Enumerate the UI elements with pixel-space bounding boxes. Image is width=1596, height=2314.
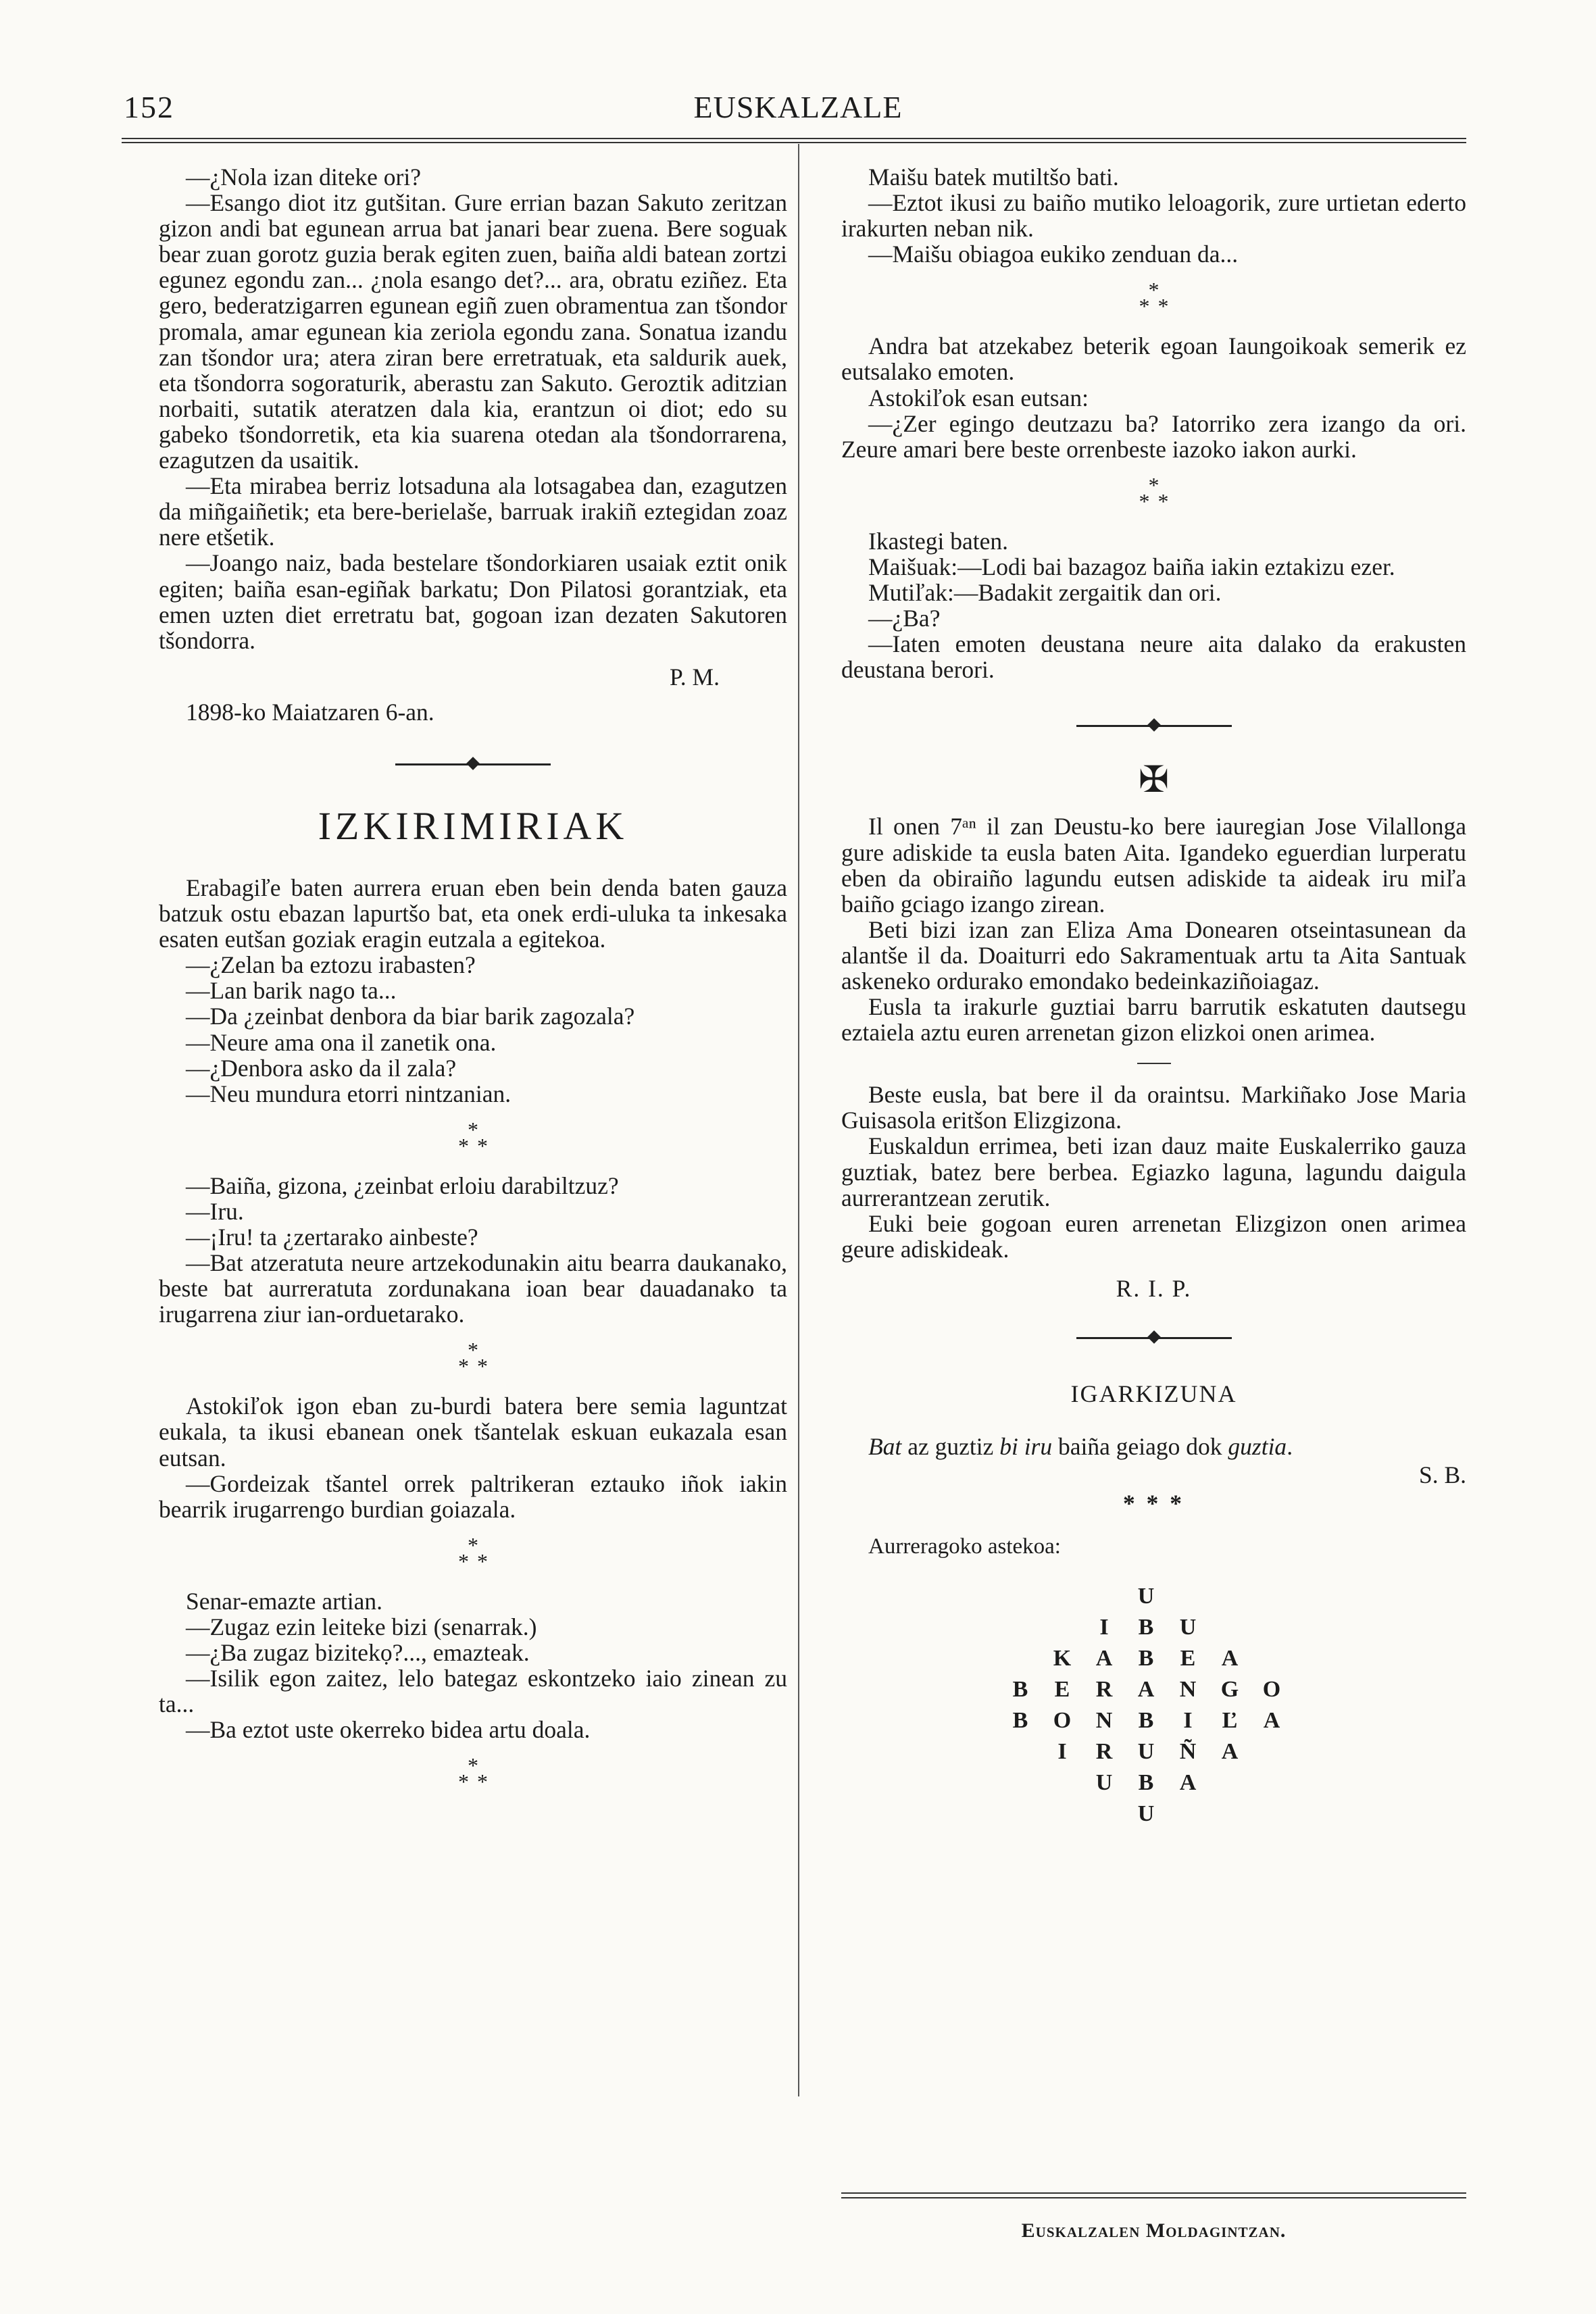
grid-letter: A (1179, 1770, 1197, 1796)
paragraph: Beste eusla, bat bere il da oraintsu. Markiñako Jose Maria Guisasola eritšon Elizgizona. (841, 1081, 1466, 1134)
riddle-word: guztia (1228, 1433, 1287, 1461)
riddle-title: IGARKIZUNA (1070, 1380, 1237, 1407)
paragraph: Maišu batek mutiltšo bati. (868, 164, 1119, 191)
dialogue-line: —¡Iru! ta ¿zertarako ainbeste? (186, 1224, 478, 1251)
page-number: 152 (124, 90, 174, 124)
paragraph: —Joango naiz, bada bestelare tšondorkiaren usaiak eztit onik egiten; baiña esan-egiñak barkatu; Don Pilatosi gorantziak, eta emen uzten diet erretratu bat, gogoan izan dezaten Sakutoren tšondorra. (159, 549, 787, 654)
grid-letter: A (1221, 1646, 1239, 1671)
dialogue-line: —Isilik egon zaitez, lelo bategaz eskontzeko iaio zinean zu ta... (159, 1665, 787, 1718)
short-rule (1137, 1063, 1171, 1064)
dialogue-line: —Da ¿zeinbat denbora da biar barik zagozala? (186, 1003, 635, 1030)
asterism: * * * (458, 1532, 488, 1574)
asterism: * * * (458, 1117, 488, 1158)
grid-letter: R (1095, 1739, 1113, 1765)
paragraph: Euskaldun errimea, beti izan dauz maite Euskalerriko gauza guztiak, batez bere berbea. Egiazko laguna, lagundu daigula aurrerantzean zerutik. (841, 1132, 1466, 1211)
asterism: * * * (1139, 278, 1169, 319)
riddle-word: bi iru (999, 1433, 1053, 1461)
paragraph: Beti bizi izan zan Eliza Ama Donearen otseintasunean da alantše il da. Doaiturri edo Sakramentuak artu ta Aita Santuak askeneko ordurako emondako bedeinkaziñoiagaz. (841, 915, 1466, 995)
cross-icon: ✠ (1138, 759, 1170, 801)
dialogue-line: —Neure ama ona il zanetik ona. (186, 1028, 497, 1056)
previous-answer-label: Aurreragoko astekoa: (868, 1534, 1061, 1559)
asterism-row: * * * (1123, 1490, 1184, 1517)
dialogue-line: —¿Zer egingo deutzazu ba? Iatorriko zera izango da ori. Zeure amari bere beste orrenbeste iazoko iakon aurki. (841, 409, 1466, 463)
grid-letter: A (1221, 1739, 1239, 1765)
grid-letter: A (1095, 1646, 1113, 1671)
ornament-divider (841, 1317, 1466, 1358)
grid-letter: U (1137, 1584, 1155, 1609)
grid-letter: B (1012, 1708, 1028, 1734)
grid-letter: B (1138, 1708, 1154, 1734)
grid-letter: G (1220, 1677, 1239, 1703)
paragraph: —Esango diot itz gutšitan. Gure errian bazan Sakuto zeritzan gizon andi bat egunean arrua bat janari bear zuena. Bere soguak bear zuan gorotz guzia berak egiten zuen, baiña aldi batean zortzi egunez egondu zan... ¿nola esango det?... ara, obratu eziñez. Eta gero, bederatzigarren egunean egiñ zuen obramentua zan tšondor promala, amar egunean kia zeriola egondu zana. Sonatua izandu zan tšondor ura; atera ziran bere erretratuak, eta saldurik auek, eta tšondorra sogoraturik, aberastu zan Sakuto. Geroztik aditzian norbaiti, sutatik ateratzen dala kia, erantzun oi diot; edo su gabeko tšondorretik, eta kia suarena otedan ala tšondorrarena, ezagutzen da usaitik. (159, 189, 787, 474)
left-column (159, 164, 787, 1809)
dialogue-line: —Neu mundura etorri nintzanian. (186, 1080, 512, 1107)
rip: R. I. P. (1116, 1274, 1192, 1302)
grid-letter: I (1183, 1708, 1193, 1734)
dialogue-line: Maišuak:—Lodi bai bazagoz baiña iakin eztakizu ezer. (868, 553, 1395, 580)
riddle-word: Bat (868, 1433, 902, 1461)
paragraph: Il onen 7ᵃⁿ il zan Deustu-ko bere iauregian Jose Vilallonga gure adiskide ta eusla baten Aita. Igandeko eguerdian lurperatu eben da obiraiño lagundu eutsen adiskide ta aideak iru miľa baiño gciago izango zirean. (841, 813, 1466, 917)
dialogue-line: —Iru. (186, 1197, 244, 1225)
grid-letter: A (1263, 1708, 1280, 1734)
dialogue-line: —Gordeizak tšantel orrek paltrikeran eztauko iñok iakin bearrik irugarrengo burdian goiazala. (159, 1469, 787, 1523)
dialogue-line: —¿Denbora asko da il zala? (186, 1054, 457, 1082)
grid-letter: N (1179, 1677, 1197, 1703)
grid-letter: R (1095, 1677, 1113, 1703)
grid-letter: U (1179, 1615, 1197, 1640)
grid-letter: B (1138, 1770, 1154, 1796)
grid-letter: K (1053, 1646, 1072, 1671)
grid-letter: B (1138, 1615, 1154, 1640)
paragraph: Andra bat atzekabez beterik egoan Iaungoikoak semerik ez eutsalako emoten. (841, 332, 1466, 386)
header-rule (122, 138, 1466, 139)
grid-letter: E (1054, 1677, 1070, 1703)
ornament-divider (159, 744, 787, 784)
grid-letter: I (1057, 1739, 1067, 1765)
grid-letter: N (1095, 1708, 1113, 1734)
right-column (841, 164, 1466, 1840)
paragraph: Ikastegi baten. (868, 527, 1009, 555)
asterism: * * * (458, 1338, 488, 1379)
grid-letter: U (1095, 1770, 1113, 1796)
grid-letter: O (1053, 1708, 1072, 1734)
grid-letter: Ľ (1222, 1708, 1238, 1734)
paragraph: Eusla ta irakurle guztiai barru barrutik eskatuten dautsegu eztaiela aztu euren arrenetan gizon elizkoi onen arimea. (841, 993, 1466, 1047)
dialogue-line: —Ba eztot uste okerreko bidea artu doala. (186, 1716, 591, 1744)
footer-rule (841, 2192, 1466, 2194)
grid-letter: U (1137, 1801, 1155, 1827)
dialogue-line: —Eztot ikusi zu baiño mutiko leloagorik, zure urtietan ederto irakurten neban nik. (841, 189, 1466, 243)
dialogue-line: Mutiľak:—Badakit zergaitik dan ori. (868, 579, 1222, 607)
dialogue-line: —Zugaz ezin leiteke bizi (senarrak.) (186, 1613, 537, 1640)
column-rule (798, 144, 799, 2096)
paragraph: Euki beie gogoan euren arrenetan Elizgizon onen arimea geure adiskideak. (841, 1209, 1466, 1263)
asterism: * * * (1139, 472, 1169, 513)
paragraph: —Eta mirabea berriz lotsaduna ala lotsagabea dan, ezagutzen da miñgaiñetik; eta bere-berielaše, barruak irakiñ eztegidan zoaz nere etšetik. (159, 472, 787, 551)
dialogue-line: —Maišu obiagoa eukiko zenduan da... (868, 241, 1239, 268)
header-rule-2 (122, 142, 1466, 143)
asterism: * * * (458, 1753, 488, 1794)
dialogue-line: —Iaten emoten deustana neure aita dalako da erakusten deustana berori. (841, 630, 1466, 684)
dateline: 1898-ko Maiatzaren 6-an. (186, 698, 434, 726)
paragraph: Erabagiľe baten aurrera eruan eben bein denda baten gauza batzuk ostu ebazan lapurtšo bat, eta onek erdi-uluka ta inkesaka esaten eutšan goziak eragin eutzala a egitekoa. (159, 874, 787, 953)
paragraph: Senar-emazte artian. (186, 1587, 383, 1615)
signature: P. M. (670, 663, 720, 690)
grid-letter: I (1099, 1615, 1109, 1640)
puzzle-answer-grid (841, 1584, 1466, 1840)
grid-letter: O (1262, 1677, 1281, 1703)
grid-letter: B (1012, 1677, 1028, 1703)
running-title: EUSKALZALE (693, 90, 903, 124)
riddle-signature: S. B. (1418, 1461, 1466, 1489)
dialogue-line: —¿Ba zugaz bizitekọ?..., emazteak. (186, 1639, 530, 1667)
grid-letter: E (1180, 1646, 1196, 1671)
dialogue-line: —¿Zelan ba eztozu irabasten? (186, 951, 476, 979)
paragraph: —¿Nola izan diteke ori? (186, 164, 421, 191)
dialogue-line: —¿Ba? (868, 605, 941, 632)
grid-letter: Ñ (1179, 1739, 1197, 1765)
grid-letter: U (1137, 1739, 1155, 1765)
paragraph: Astokiľok igon eban zu-burdi batera bere semia laguntzat eukala, ta ikusi ebanean onek tšantelak eskuan eukazala esan eutsan. (159, 1392, 787, 1472)
footer-rule-2 (841, 2197, 1466, 2198)
dialogue-line: —Baiña, gizona, ¿zeinbat erloiu darabiltzuz? (186, 1172, 619, 1199)
dialogue-line: —Bat atzeratuta neure artzekodunakin aitu bearra daukanako, beste bat aurreratuta zordunakana ioan bear dauadanako ta irugarrena ziur ian-orduetarako. (159, 1249, 787, 1328)
printer-imprint: Euskalzalen Moldagintzan. (1021, 2219, 1287, 2242)
grid-letter: B (1138, 1646, 1154, 1671)
riddle-text: Bat az guztiz bi iru baiña geiago dok guztia. (868, 1433, 1293, 1461)
dialogue-line: —Lan barik nago ta... (186, 977, 397, 1005)
section-title: IZKIRIMIRIAK (318, 803, 628, 848)
ornament-divider (841, 705, 1466, 746)
paragraph: Astokiľok esan eutsan: (868, 384, 1089, 411)
grid-letter: A (1137, 1677, 1155, 1703)
